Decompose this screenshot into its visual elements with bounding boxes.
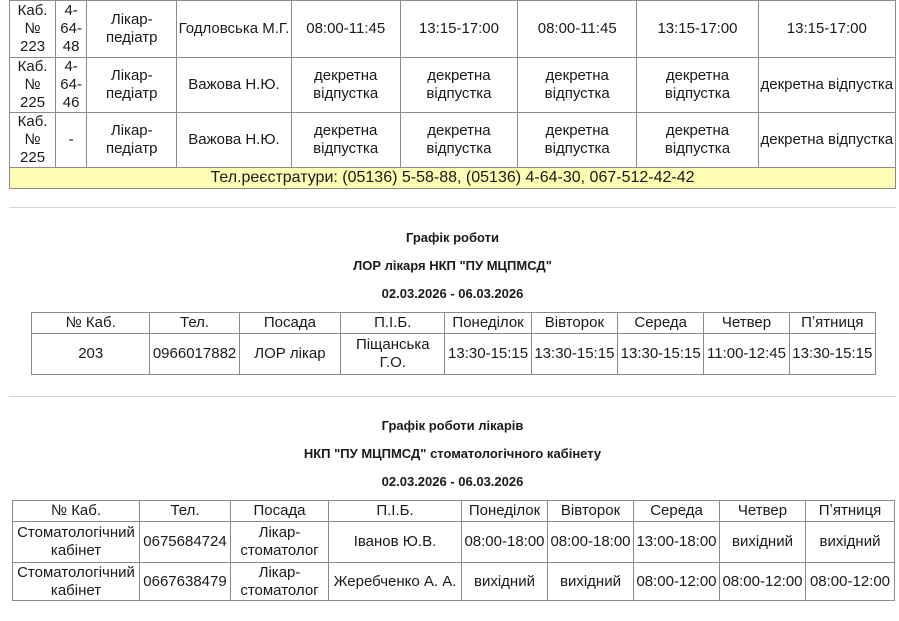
table-row [13,563,895,601]
header-cabinet: № Каб. [13,501,140,522]
doctor-name-cell: Важова Н.Ю. [177,113,291,168]
header-tuesday: Вівторок [531,313,617,334]
header-name: П.І.Б. [329,501,462,522]
header-wednesday: Середа [634,501,720,522]
phone-cell: - [56,113,87,168]
header-monday: Понеділок [462,501,548,522]
table-row [13,522,895,563]
cabinet-cell: 203 [32,334,150,375]
friday-cell: 08:00-12:00 [806,563,895,601]
table-header-row [13,501,895,522]
wednesday-cell: 13:30-15:15 [618,334,704,375]
wednesday-cell: 08:00-12:00 [634,563,720,601]
registry-row [10,168,896,189]
thursday-cell: 08:00-12:00 [720,563,806,601]
table-row [10,113,896,168]
lor-schedule-table [31,312,876,375]
position-cell: ЛОР лікар [239,334,340,375]
doctor-name-cell: Піщанська Г.О. [341,334,445,375]
wednesday-cell: декретна відпустка [518,58,637,113]
lor-title: Графік роботи [405,230,500,245]
cabinet-cell: Стоматологічний кабінет [13,522,140,563]
phone-cell: 0966017882 [150,334,239,375]
header-thursday: Четвер [704,313,789,334]
header-monday: Понеділок [445,313,531,334]
wednesday-cell: декретна відпустка [518,113,637,168]
tuesday-cell: декретна відпустка [400,113,517,168]
header-wednesday: Середа [618,313,704,334]
header-cabinet: № Каб. [32,313,150,334]
thursday-cell: 13:15-17:00 [637,1,758,58]
thursday-cell: вихідний [720,522,806,563]
monday-cell: вихідний [462,563,548,601]
table-row [10,58,896,113]
header-tuesday: Вівторок [548,501,634,522]
header-phone: Тел. [140,501,231,522]
monday-cell: 08:00-11:45 [291,1,400,58]
wednesday-cell: 13:00-18:00 [634,522,720,563]
monday-cell: 08:00-18:00 [462,522,548,563]
lor-dates: 02.03.2026 - 06.03.2026 [381,286,524,301]
header-phone: Тел. [150,313,239,334]
friday-cell: 13:15-17:00 [758,1,895,58]
thursday-cell: декретна відпустка [637,58,758,113]
pediatric-schedule-table [9,0,896,189]
cabinet-cell: Каб. № 223 [10,1,56,58]
doctor-name-cell: Важова Н.Ю. [177,58,291,113]
divider [9,396,896,397]
monday-cell: 13:30-15:15 [445,334,531,375]
divider [9,207,896,208]
table-header-row [32,313,876,334]
registry-phones: Тел.реєстратури: (05136) 5-58-88, (05136) 4-64-30, 067-512-42-42 [10,168,896,189]
tuesday-cell: декретна відпустка [400,58,517,113]
position-cell: Лікар-педіатр [87,113,177,168]
friday-cell: декретна відпустка [758,58,895,113]
header-name: П.І.Б. [341,313,445,334]
dental-dates: 02.03.2026 - 06.03.2026 [381,474,524,489]
phone-cell: 4-64-46 [56,58,87,113]
position-cell: Лікар-стоматолог [231,563,329,601]
thursday-cell: 11:00-12:45 [704,334,789,375]
doctor-name-cell: Жеребченко А. А. [329,563,462,601]
cabinet-cell: Стоматологічний кабінет [13,563,140,601]
friday-cell: декретна відпустка [758,113,895,168]
monday-cell: декретна відпустка [291,113,400,168]
position-cell: Лікар-педіатр [87,58,177,113]
doctor-name-cell: Годловська М.Г. [177,1,291,58]
table-row [10,1,896,58]
cabinet-cell: Каб. № 225 [10,113,56,168]
tuesday-cell: вихідний [548,563,634,601]
cabinet-cell: Каб. № 225 [10,58,56,113]
tuesday-cell: 13:15-17:00 [400,1,517,58]
monday-cell: декретна відпустка [291,58,400,113]
phone-cell: 0667638479 [140,563,231,601]
dental-schedule-table [12,500,895,601]
position-cell: Лікар-педіатр [87,1,177,58]
dental-title: Графік роботи лікарів [381,418,524,433]
tuesday-cell: 13:30-15:15 [531,334,617,375]
phone-cell: 0675684724 [140,522,231,563]
dental-subtitle: НКП "ПУ МЦПМСД" стоматологічного кабінету [303,446,602,461]
doctor-name-cell: Іванов Ю.В. [329,522,462,563]
lor-subtitle: ЛОР лікаря НКП "ПУ МЦПМСД" [353,258,552,273]
friday-cell: вихідний [806,522,895,563]
header-position: Посада [239,313,340,334]
thursday-cell: декретна відпустка [637,113,758,168]
header-position: Посада [231,501,329,522]
table-row [32,334,876,375]
wednesday-cell: 08:00-11:45 [518,1,637,58]
friday-cell: 13:30-15:15 [789,334,875,375]
phone-cell: 4-64-48 [56,1,87,58]
header-friday: Пʼятниця [806,501,895,522]
header-thursday: Четвер [720,501,806,522]
header-friday: Пʼятниця [789,313,875,334]
position-cell: Лікар-стоматолог [231,522,329,563]
tuesday-cell: 08:00-18:00 [548,522,634,563]
